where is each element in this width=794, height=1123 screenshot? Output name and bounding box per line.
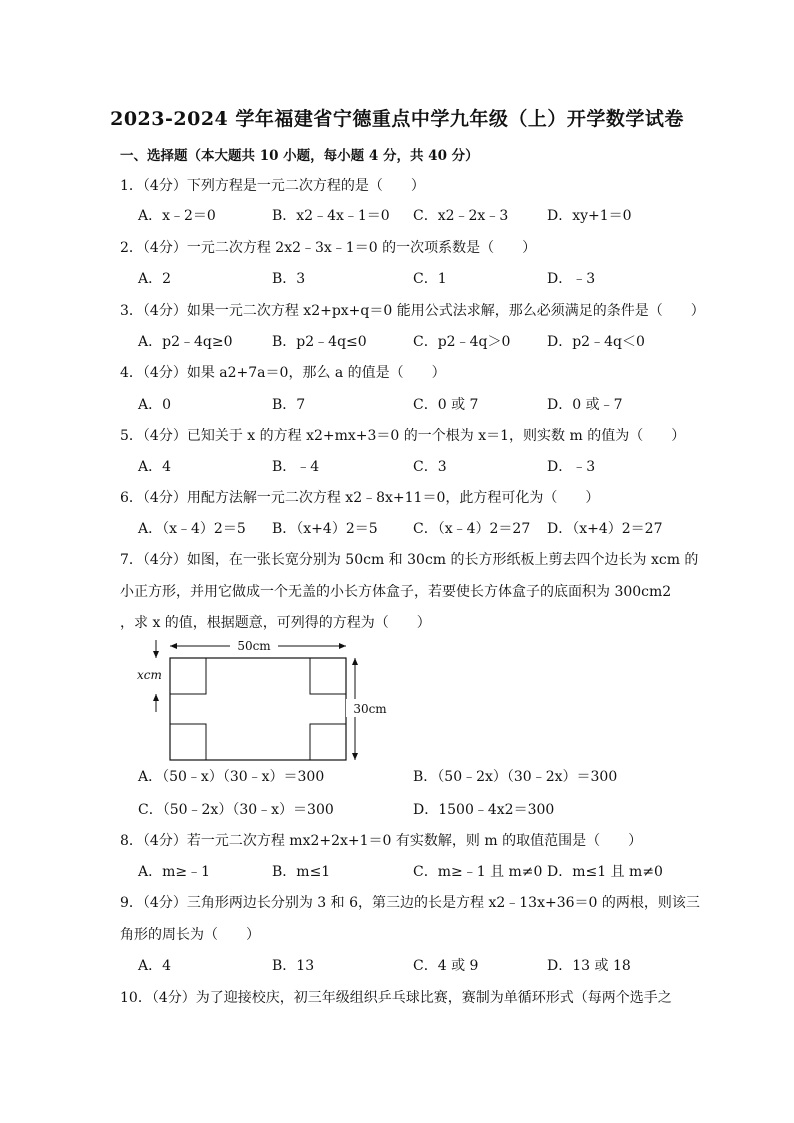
question-text: 已知关于 x 的方程 x2+mx+3＝0 的一个根为 x＝1，则实数 m 的值为（ ） — [186, 428, 686, 444]
question-mark: （4分） — [142, 240, 187, 256]
option-a: A．2 — [138, 271, 172, 287]
question-4 — [120, 364, 446, 382]
question-7 — [120, 551, 698, 569]
option-b: B．p2﹣4q≤0 — [272, 334, 367, 350]
option-a: A．0 — [138, 397, 172, 413]
question-text: 三角形两边长分别为 3 和 6，第三边的长是方程 x2﹣13x+36＝0 的两根，则该三 — [186, 895, 700, 911]
question-7-line-3: ，求 x 的值，根据题意，可列得的方程为（ ） — [120, 615, 431, 631]
arrowhead-down-icon — [352, 753, 358, 760]
corner-square — [170, 658, 206, 694]
arrowhead-down-icon — [153, 651, 159, 658]
question-text: 如果 a2+7a＝0，那么 a 的值是（ ） — [186, 365, 446, 381]
x-label: xcm — [137, 668, 162, 682]
paper-figure — [134, 636, 394, 766]
question-number: 2． — [120, 240, 143, 256]
question-text: 为了迎接校庆，初三年级组织乒乓球比赛，赛制为单循环形式（每两个选手之 — [195, 990, 672, 1006]
question-number: 8． — [120, 833, 143, 849]
option-d: D．13 或 18 — [547, 958, 631, 974]
option-b: B．3 — [272, 271, 306, 287]
option-a: A．4 — [138, 459, 172, 475]
question-6 — [120, 489, 599, 507]
option-c: C．x2﹣2x﹣3 — [413, 208, 509, 224]
option-c: C．3 — [413, 459, 447, 475]
cardboard-rectangle — [170, 658, 346, 760]
question-mark: （4分） — [142, 178, 187, 194]
option-d: D．（x+4）2＝27 — [547, 521, 663, 537]
question-7-line-2: 小正方形，并用它做成一个无盖的小长方体盒子，若要使长方体盒子的底面积为 300cm2 — [120, 584, 672, 600]
option-d: D．0 或﹣7 — [547, 397, 623, 413]
question-1 — [120, 177, 425, 195]
option-d: D．﹣3 — [547, 271, 596, 287]
page-title: 2023-2024 学年福建省宁德重点中学九年级（上）开学数学试卷 — [110, 108, 684, 130]
option-a: A．x﹣2＝0 — [138, 208, 216, 224]
option-d: D．xy+1＝0 — [547, 208, 632, 224]
question-9-line-2: 角形的周长为（ ） — [120, 927, 260, 943]
option-a: A．4 — [138, 958, 172, 974]
question-mark: （4分） — [142, 490, 187, 506]
option-b: B．﹣4 — [272, 459, 320, 475]
question-number: 7． — [120, 552, 143, 568]
option-b: B．m≤1 — [272, 864, 331, 880]
question-10 — [120, 989, 672, 1007]
question-number: 1． — [120, 178, 143, 194]
question-text: 用配方法解一元二次方程 x2﹣8x+11＝0，此方程可化为（ ） — [186, 490, 600, 506]
corner-square — [310, 724, 346, 760]
option-d: D．p2﹣4q＜0 — [547, 334, 645, 350]
option-c: C．p2﹣4q＞0 — [413, 334, 511, 350]
question-number: 9． — [120, 895, 143, 911]
option-c: C．4 或 9 — [413, 958, 479, 974]
question-text: 若一元二次方程 mx2+2x+1＝0 有实数解，则 m 的取值范围是（ ） — [186, 833, 643, 849]
option-b: B．13 — [272, 958, 315, 974]
question-9 — [120, 894, 700, 912]
arrowhead-left-icon — [170, 643, 177, 649]
option-c: C．m≥﹣1 且 m≠0 — [413, 864, 543, 880]
option-d: D．1500﹣4x2＝300 — [413, 802, 555, 818]
option-a: A．m≥﹣1 — [138, 864, 211, 880]
question-number: 5． — [120, 428, 143, 444]
option-a: A．p2﹣4q≥0 — [138, 334, 233, 350]
arrowhead-up-icon — [352, 658, 358, 665]
question-mark: （4分） — [142, 428, 187, 444]
question-number: 10． — [120, 990, 152, 1006]
arrowhead-up-icon — [153, 694, 159, 701]
corner-square — [170, 724, 206, 760]
option-a: A．（x﹣4）2＝5 — [138, 521, 246, 537]
question-mark: （4分） — [142, 895, 187, 911]
option-d: D．m≤1 且 m≠0 — [547, 864, 663, 880]
question-mark: （4分） — [151, 990, 196, 1006]
question-8 — [120, 832, 642, 850]
question-3 — [120, 302, 705, 320]
question-text: 如图，在一张长宽分别为 50cm 和 30cm 的长方形纸板上剪去四个边长为 xcm 的 — [186, 552, 699, 568]
option-d: D．﹣3 — [547, 459, 596, 475]
section-heading: 一、选择题（本大题共 10 小题，每小题 4 分，共 40 分） — [120, 148, 479, 164]
height-label: 30cm — [353, 702, 387, 716]
arrowhead-right-icon — [339, 643, 346, 649]
question-5 — [120, 427, 685, 445]
option-c: C．（x﹣4）2＝27 — [413, 521, 531, 537]
option-c: C．0 或 7 — [413, 397, 479, 413]
question-text: 一元二次方程 2x2﹣3x﹣1＝0 的一次项系数是（ ） — [186, 240, 537, 256]
question-text: 如果一元二次方程 x2+px+q＝0 能用公式法求解，那么必须满足的条件是（ ） — [186, 303, 705, 319]
question-mark: （4分） — [142, 833, 187, 849]
question-text: 下列方程是一元二次方程的是（ ） — [186, 178, 425, 194]
question-number: 4． — [120, 365, 143, 381]
question-mark: （4分） — [142, 303, 187, 319]
question-number: 3． — [120, 303, 143, 319]
option-b: B．（50﹣2x）（30﹣2x）＝300 — [413, 769, 618, 785]
option-a: A．（50﹣x）（30﹣x）＝300 — [138, 769, 325, 785]
question-mark: （4分） — [142, 365, 187, 381]
corner-square — [310, 658, 346, 694]
option-b: B．7 — [272, 397, 306, 413]
option-b: B．x2﹣4x﹣1＝0 — [272, 208, 390, 224]
option-b: B．（x+4）2＝5 — [272, 521, 378, 537]
width-label: 50cm — [237, 639, 271, 653]
question-mark: （4分） — [142, 552, 187, 568]
question-2 — [120, 239, 536, 257]
question-number: 6． — [120, 490, 143, 506]
option-c: C．（50﹣2x）（30﹣x）＝300 — [138, 802, 334, 818]
option-c: C．1 — [413, 271, 447, 287]
